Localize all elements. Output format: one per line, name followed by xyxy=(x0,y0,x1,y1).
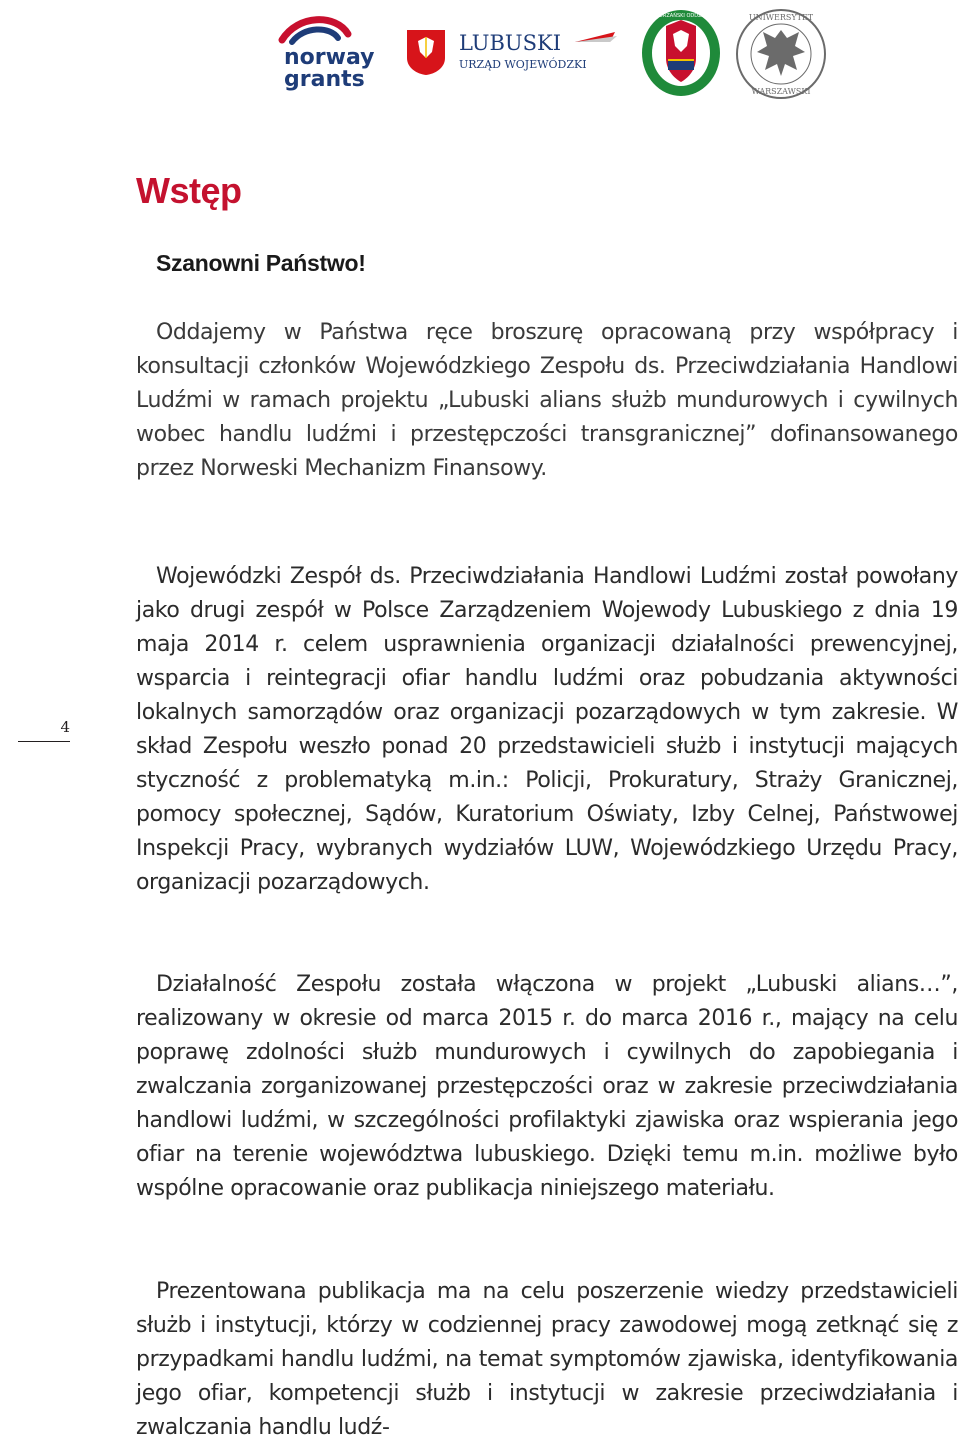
lubuski-logo-subtitle: URZĄD WOJEWÓDZKI xyxy=(459,58,587,71)
lubuski-urzad-logo xyxy=(405,28,620,76)
straz-graniczna-emblem xyxy=(640,8,722,98)
lubuski-logo-title: LUBUSKI xyxy=(459,31,561,55)
page-number: 4 xyxy=(60,718,70,736)
salutation: Szanowni Państwo! xyxy=(156,250,366,276)
norway-logo-line1: norway xyxy=(284,45,375,70)
paragraph-team: Wojewódzki Zespół ds. Przeciwdziałania Handlowi Ludźmi został powołany jako drugi zespół w Polsce Zarządzeniem Wojewody Lubuskiego z dnia 19 maja 2014 r. celem usprawnienia organizacji działalności prewencyjnej, wsparcia i reintegracji ofiar handlu ludźmi oraz pobudzania aktywności lokalnych samorządów oraz organizacji pozarządowych w tym zakresie. W skład Zespołu weszło ponad 20 przedstawicieli służb i instytucji mających styczność z problematyką m.in.: Policji, Prokuratury, Straży Granicznej, pomocy społecznej, Sądów, Kuratorium Oświaty, Izby Celnej, Państwowej Inspekcji Pracy, wybranych wydziałów LUW, Wojewódzkiego Urzędu Pracy, organizacji pozarządowych. xyxy=(136,564,958,895)
uw-ring-top: UNIWERSYTET xyxy=(748,13,814,22)
uniwersytet-warszawski-emblem xyxy=(735,8,827,100)
paragraph-intro: Oddajemy w Państwa ręce broszurę opracowaną przy współpracy i konsultacji członków Wojewódzkiego Zespołu ds. Przeciwdziałania Handlowi Ludźmi w ramach projektu „Lubuski alians służb mundurowych i cywilnych wobec handlu ludźmi i przestępczości transgranicznej” dofinansowanego przez Norweski Mechanizm Finansowy. xyxy=(136,320,958,481)
norway-grants-logo xyxy=(270,12,390,92)
sg-ring-text: NADODRZAŃSKI ODDZIAŁ SG xyxy=(644,13,718,19)
paragraph-purpose: Prezentowana publikacja ma na celu poszerzenie wiedzy przedstawicieli służb i instytucji, którzy w codziennej pracy zawodowej mogą zetknąć się z przypadkami handlu ludźmi, na temat symptomów zjawiska, identyfikowania jego ofiar, kompetencji służb i instytucji w zakresie przeciwdziałania i zwalczania handlu ludź- xyxy=(136,1279,958,1440)
page-number-rule xyxy=(18,741,70,742)
section-heading: Wstęp xyxy=(136,170,242,211)
uw-ring-bottom: WARSZAWSKI xyxy=(751,87,811,96)
norway-logo-line2: grants xyxy=(284,67,365,92)
paragraph-project: Działalność Zespołu została włączona w projekt „Lubuski alians…”, realizowany w okresie od marca 2015 r. do marca 2016 r., mający na celu poprawę zdolności służb mundurowych i cywilnych do zapobiegania i zwalczania zorganizowanej przestępczości oraz w zakresie przeciwdziałania handlowi ludźmi, w szczególności profilaktyki zjawiska oraz wspierania jego ofiar na terenie województwa lubuskiego. Dzięki temu m.in. możliwe było wspólne opracowanie oraz publikacja niniejszego materiału. xyxy=(136,972,958,1201)
logo-bar xyxy=(0,0,960,110)
